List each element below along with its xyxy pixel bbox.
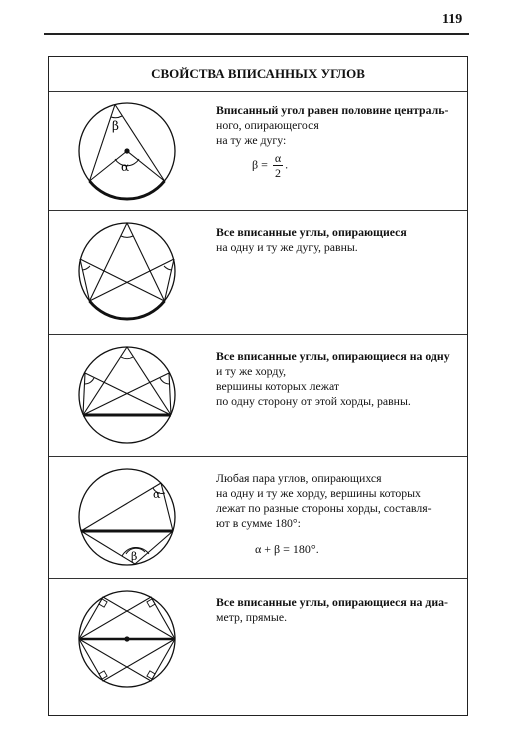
diameter-right-angles-diagram xyxy=(75,587,179,691)
inscribed-central-angle-diagram xyxy=(75,99,179,203)
formula-beta-half-alpha xyxy=(252,151,288,180)
row-2-text xyxy=(216,225,466,255)
row-5-line-2: метр, прямые. xyxy=(216,610,288,624)
row-3-line-1: Все вписанные углы, опирающиеся на одну xyxy=(216,349,450,363)
row-4-line-2: на одну и ту же хорду, вершины которых xyxy=(216,486,421,500)
row-4-line-4: ют в сумме 180°: xyxy=(216,516,301,530)
row-1-line-2: ного, опирающегося xyxy=(216,118,319,132)
fraction-denominator: 2 xyxy=(275,166,282,180)
row-same-chord-same-side xyxy=(49,335,467,457)
formula-lhs: β = xyxy=(252,157,268,172)
row-2-line-1: Все вписанные углы, опирающиеся xyxy=(216,225,407,239)
row-1-line-1: Вписанный угол равен половине централь- xyxy=(216,103,449,117)
row-3-line-4: по одну сторону от этой хорды, равны. xyxy=(216,394,411,408)
header-rule xyxy=(44,33,469,35)
row-diameter-right-angles xyxy=(49,579,467,715)
fraction-numerator: α xyxy=(274,151,282,165)
beta-label: β xyxy=(112,119,119,133)
alpha-label: α xyxy=(153,488,161,501)
formula-tail: . xyxy=(285,157,289,172)
row-1-text xyxy=(216,103,466,148)
opposite-sides-chord-diagram xyxy=(75,465,179,569)
row-4-text xyxy=(216,471,466,531)
row-4-line-3: лежат по разные стороны хорды, составля- xyxy=(216,501,432,515)
row-opposite-sides-sum xyxy=(49,457,467,579)
row-5-text xyxy=(216,595,466,625)
alpha-label: α xyxy=(121,160,130,174)
row-3-text xyxy=(216,349,466,409)
formula-angle-sum: α + β = 180°. xyxy=(255,542,319,556)
row-3-line-3: вершины которых лежат xyxy=(216,379,340,393)
table-title: СВОЙСТВА ВПИСАННЫХ УГЛОВ xyxy=(49,57,467,92)
row-inscribed-vs-central xyxy=(49,91,467,211)
row-3-line-2: и ту же хорду, xyxy=(216,364,287,378)
row-5-line-1: Все вписанные углы, опирающиеся на диа- xyxy=(216,595,448,609)
row-2-line-2: на одну и ту же дугу, равны. xyxy=(216,240,358,254)
beta-label: β xyxy=(131,550,138,563)
row-same-arc xyxy=(49,211,467,335)
page-number: 119 xyxy=(442,12,463,27)
fraction xyxy=(273,151,283,180)
properties-table xyxy=(48,56,468,716)
row-1-line-3: на ту же дугу: xyxy=(216,133,287,147)
row-4-line-1: Любая пара углов, опирающихся xyxy=(216,471,382,485)
same-arc-angles-diagram xyxy=(75,219,179,323)
same-chord-same-side-diagram xyxy=(75,343,179,447)
